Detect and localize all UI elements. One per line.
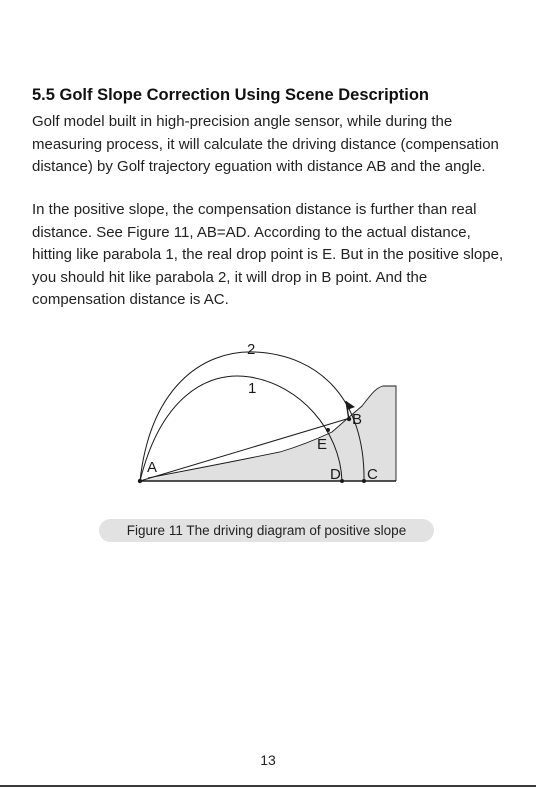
paragraph-positive-slope: In the positive slope, the compensation distance is further than real distance. See Figure 11, AB=AD. According to the actual distance, hitting like parabola 1, the real drop point is E. But in the positive slope, you should hit like parabola 2, it will drop in B point. And the compensation distance is AC. xyxy=(32,201,504,309)
point-a xyxy=(138,479,142,483)
point-e xyxy=(326,428,330,432)
label-e: E xyxy=(317,436,328,453)
section-title: 5.5 Golf Slope Correction Using Scene Description xyxy=(32,86,429,104)
figure-caption: Figure 11 The driving diagram of positive slope xyxy=(99,519,434,542)
label-a: A xyxy=(147,459,158,476)
label-c: C xyxy=(367,466,378,483)
paragraph-slope-intro: Golf model built in high-precision angle sensor, while during the measuring process, it will calculate the driving distance (compensation distance) by Golf trajectory eguation with distance AB and the angle. xyxy=(32,113,499,176)
label-d: D xyxy=(330,466,341,483)
slope-terrain xyxy=(140,386,396,481)
label-b: B xyxy=(352,411,363,428)
point-c xyxy=(362,479,366,483)
bottom-divider xyxy=(0,785,536,787)
flag-icon xyxy=(346,401,355,410)
page-number: 13 xyxy=(260,752,276,768)
label-parabola-1: 1 xyxy=(248,380,257,397)
point-b xyxy=(347,417,351,421)
label-parabola-2: 2 xyxy=(247,341,256,358)
